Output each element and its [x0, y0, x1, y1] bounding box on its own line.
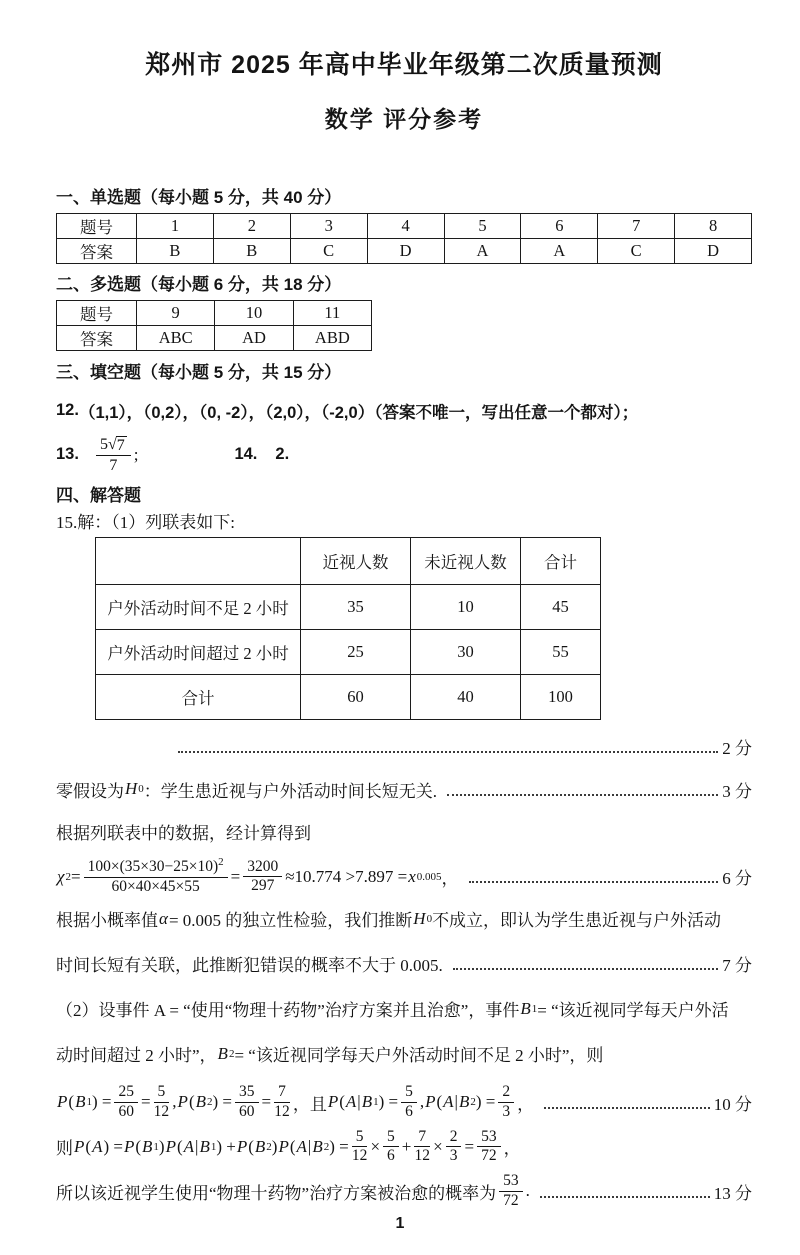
question-number-cell: 2: [213, 214, 290, 239]
null-hypothesis-text: 零假设为 H 0 ：学生患近视与户外活动时间长短无关.: [56, 779, 438, 801]
question-14-number: 14.: [234, 445, 258, 464]
table-row-answers: [57, 239, 752, 264]
total-probability-formula: 则 P ( A ) = P ( B 1 ) P ( A | B 1 ) + P ( B 2 ) P ( A | B 2 ) = $\frac{5}{12}$ × $\frac{5}{6}$ + $\frac{7}{12}$ × $\frac{2}{3}$ = $\frac{53}{72}$ ，: [56, 1127, 521, 1165]
question-number-cell: 5: [444, 214, 521, 239]
value-cell: 30: [411, 629, 521, 674]
answer-cell: AD: [215, 326, 293, 351]
question-12-text: （1,1），（0,2），（0, -2），（2,0），（-2,0）（答案不唯一，写出任意一个都对）；: [78, 403, 639, 422]
question-number-cell: 9: [137, 301, 215, 326]
page-number: 1: [395, 1215, 405, 1232]
dotted-leader: [178, 740, 718, 753]
conclusion-text-1: 根据小概率值 α = 0.005 的独立性检验，我们推断 H 0 不成立，即认为学生患近视与户外活动: [56, 908, 722, 931]
contingency-row-under-2h: [96, 584, 601, 629]
dotted-leader: [453, 957, 719, 970]
question-number-cell: 6: [521, 214, 598, 239]
chi-square-line: [56, 857, 752, 896]
null-hypothesis-line: [56, 777, 752, 802]
answer-cell: D: [675, 239, 752, 264]
answer-cell: A: [444, 239, 521, 264]
question-14-answer: 2.: [275, 445, 290, 464]
contingency-row-total: [96, 674, 601, 719]
row-label: 答案: [57, 326, 137, 351]
answer-cell: ABD: [293, 326, 371, 351]
answer-cell: B: [137, 239, 214, 264]
row-label: 答案: [57, 239, 137, 264]
answer-cell: C: [290, 239, 367, 264]
dotted-leader: [447, 783, 718, 796]
value-cell: 10: [411, 584, 521, 629]
score-7: 7 分: [722, 956, 752, 976]
answer-cell: ABC: [137, 326, 215, 351]
row-label: 题号: [57, 301, 137, 326]
value-cell: 35: [301, 584, 411, 629]
value-cell: 25: [301, 629, 411, 674]
section-heading-solutions: 四、解答题: [56, 485, 141, 505]
multi-choice-answer-table: [56, 300, 372, 351]
page-title: 郑州市 2025 年高中毕业年级第二次质量预测: [145, 51, 663, 79]
question-number-cell: 1: [137, 214, 214, 239]
question-12-number: 12.: [56, 401, 79, 420]
header-cell-total: 合计: [521, 537, 601, 584]
answer-cell: C: [598, 239, 675, 264]
contingency-header-row: [96, 537, 601, 584]
conclusion-line-2: [56, 951, 752, 976]
value-cell: 100: [521, 674, 601, 719]
answer-cell: D: [367, 239, 444, 264]
question-number-cell: 11: [293, 301, 371, 326]
conclusion-text-2: 时间长短有关联，此推断犯错误的概率不大于 0.005.: [56, 956, 443, 976]
probability-formula: P ( B 1 ) = $\frac{25}{60}$ = $\frac{5}{12}$ , P ( B 2 ) = $\frac{35}{60}$ = $\frac{7}{12}$ ，且 P ( A | B 1 ) = $\frac{5}{6}$ , P ( A | B 2 ) = $\frac{2}{3}$ ，: [57, 1083, 535, 1120]
section-heading-single-choice: 一、单选题（每小题 5 分，共 40 分）: [56, 188, 342, 208]
answer-cell: A: [521, 239, 598, 264]
question-number-cell: 3: [290, 214, 367, 239]
leader-indent: [56, 746, 168, 747]
question-number-cell: 7: [598, 214, 675, 239]
part2-setup-line-1: [56, 996, 752, 1021]
part2-setup-line-2: [56, 1041, 752, 1066]
score-6: 6 分: [722, 869, 752, 889]
row-label: 题号: [57, 214, 137, 239]
row-label-cell: 合计: [96, 674, 301, 719]
table-row-question-numbers: [57, 301, 372, 326]
chi-square-formula: χ 2 = $\frac{100\times(35\times 30-25\times 10)^2}{60\times 40\times 45\times 55}$ = $\frac{3200}{297}$ ≈10.774 >7.897 = x 0.005 ，: [57, 856, 459, 896]
value-cell: 45: [521, 584, 601, 629]
question-15-intro: 15.解：（1）列联表如下:: [56, 512, 235, 532]
question-13-number: 13.: [56, 445, 79, 464]
final-answer-text: 所以该近视学生使用“物理十药物”治疗方案被治愈的概率为 $\frac{53}{72}$ .: [56, 1172, 530, 1209]
score-line-2: [56, 734, 752, 759]
row-label-cell: 户外活动时间超过 2 小时: [96, 629, 301, 674]
value-cell: 55: [521, 629, 601, 674]
conclusion-line-1: [56, 906, 752, 931]
row-label-cell: 户外活动时间不足 2 小时: [96, 584, 301, 629]
header-cell-empty: [96, 537, 301, 584]
question-12-answer: [56, 399, 752, 423]
final-answer-line: [56, 1173, 752, 1209]
value-cell: 60: [301, 674, 411, 719]
dotted-leader: [544, 1096, 710, 1109]
score-2: 2 分: [722, 738, 752, 758]
section-heading-fill-blank: 三、填空题（每小题 5 分，共 15 分）: [56, 363, 342, 383]
answer-cell: B: [213, 239, 290, 264]
question-number-cell: 10: [215, 301, 293, 326]
single-choice-answer-table: [56, 213, 752, 264]
contingency-table: [95, 537, 601, 720]
question-number-cell: 8: [675, 214, 752, 239]
score-3: 3 分: [722, 781, 752, 801]
calculation-intro: 根据列联表中的数据，经计算得到: [56, 823, 311, 843]
question-number-cell: 4: [367, 214, 444, 239]
page-subtitle: 数学 评分参考: [324, 106, 484, 133]
value-cell: 40: [411, 674, 521, 719]
question-13-answer-fraction: 5 √ 7 7 ;: [93, 436, 139, 475]
probability-line: [56, 1084, 752, 1120]
header-cell-myopia: 近视人数: [301, 537, 411, 584]
table-row-question-numbers: [57, 214, 752, 239]
section-heading-multi-choice: 二、多选题（每小题 6 分，共 18 分）: [56, 275, 342, 295]
question-13-14-answers: [56, 431, 752, 479]
total-probability-line: [56, 1129, 752, 1165]
table-row-answers: [57, 326, 372, 351]
dotted-leader: [540, 1185, 710, 1198]
score-10: 10 分: [713, 1094, 752, 1114]
part2-setup-text-1: （2）设事件 A = “使用“物理十药物”治疗方案并且治愈”，事件 B 1 = “该近视同学每天户外活: [56, 998, 729, 1021]
header-cell-no-myopia: 未近视人数: [411, 537, 521, 584]
contingency-row-over-2h: [96, 629, 601, 674]
score-13: 13 分: [713, 1183, 752, 1203]
part2-setup-text-2: 动时间超过 2 小时”， B 2 = “该近视同学每天户外活动时间不足 2 小时”，则: [56, 1043, 604, 1066]
dotted-leader: [469, 870, 719, 883]
